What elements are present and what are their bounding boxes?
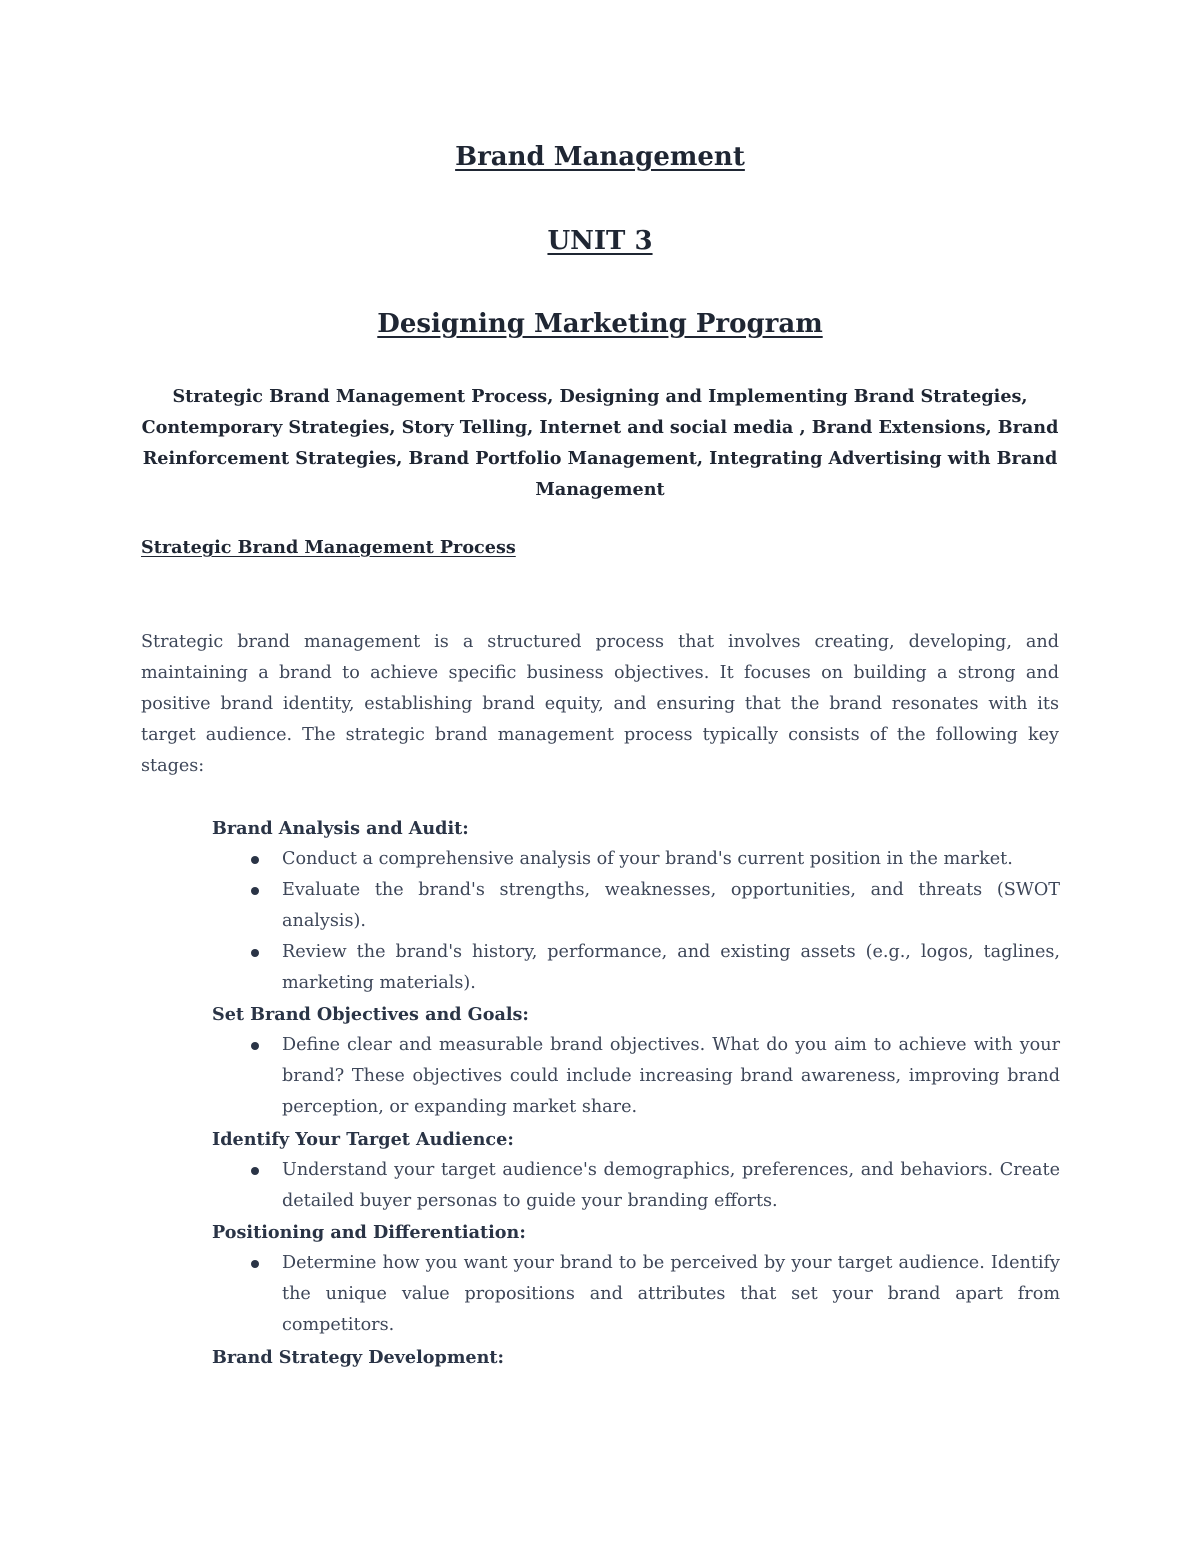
bullet-list [212, 1248, 1060, 1341]
bullet-icon [251, 1042, 259, 1050]
list-item-text: Understand your target audience's demographics, preferences, and behaviors. Create detailed buyer personas to guide your branding efforts. [282, 1160, 1060, 1211]
bullet-list [212, 844, 1060, 999]
list-item [212, 1155, 1060, 1217]
list-item [212, 1248, 1060, 1341]
stage-target-audience [212, 1124, 1060, 1217]
stage-strategy-development [212, 1342, 1060, 1373]
stage-heading: Positioning and Differentiation: [212, 1222, 526, 1243]
stage-brand-analysis [212, 813, 1060, 999]
bullet-icon [251, 887, 259, 895]
bullet-list [212, 1155, 1060, 1217]
bullet-icon [251, 856, 259, 864]
bullet-icon [251, 1167, 259, 1175]
document-title: Brand Management [455, 142, 745, 172]
list-item-text: Conduct a comprehensive analysis of your brand's current position in the market. [282, 849, 1013, 869]
list-item-text: Evaluate the brand's strengths, weaknesses, opportunities, and threats (SWOT analysis). [282, 880, 1060, 931]
unit-heading: UNIT 3 [547, 226, 653, 256]
list-item-text: Review the brand's history, performance, and existing assets (e.g., logos, taglines, marketing materials). [282, 942, 1060, 993]
list-item [212, 844, 1060, 875]
stage-heading: Brand Strategy Development: [212, 1347, 505, 1368]
stage-objectives [212, 999, 1060, 1123]
list-item-text: Determine how you want your brand to be perceived by your target audience. Identify the unique value propositions and attributes that set your brand apart from competitors. [282, 1253, 1060, 1335]
list-item [212, 875, 1060, 937]
topics-summary: Strategic Brand Management Process, Designing and Implementing Brand Strategies, Contemporary Strategies, Story Telling, Internet and social media , Brand Extensions, Brand Reinforcement Strategies, Brand Portfolio Management, Integrating Advertising with Brand Management [141, 386, 1059, 500]
stage-heading: Brand Analysis and Audit: [212, 818, 469, 839]
list-item [212, 937, 1060, 999]
bullet-list [212, 1030, 1060, 1123]
chapter-subtitle: Designing Marketing Program [377, 309, 823, 339]
list-item-text: Define clear and measurable brand objectives. What do you aim to achieve with your brand? These objectives could include increasing brand awareness, improving brand perception, or expanding market share. [282, 1035, 1060, 1117]
intro-paragraph: Strategic brand management is a structured process that involves creating, developing, and maintaining a brand to achieve specific business objectives. It focuses on building a strong and positive brand identity, establishing brand equity, and ensuring that the brand resonates with its target audience. The strategic brand management process typically consists of the following key stages: [141, 632, 1059, 776]
stage-heading: Set Brand Objectives and Goals: [212, 1004, 529, 1025]
section-heading: Strategic Brand Management Process [141, 537, 516, 558]
stage-positioning [212, 1217, 1060, 1341]
stage-heading: Identify Your Target Audience: [212, 1129, 514, 1150]
list-item [212, 1030, 1060, 1123]
bullet-icon [251, 949, 259, 957]
bullet-icon [251, 1260, 259, 1268]
